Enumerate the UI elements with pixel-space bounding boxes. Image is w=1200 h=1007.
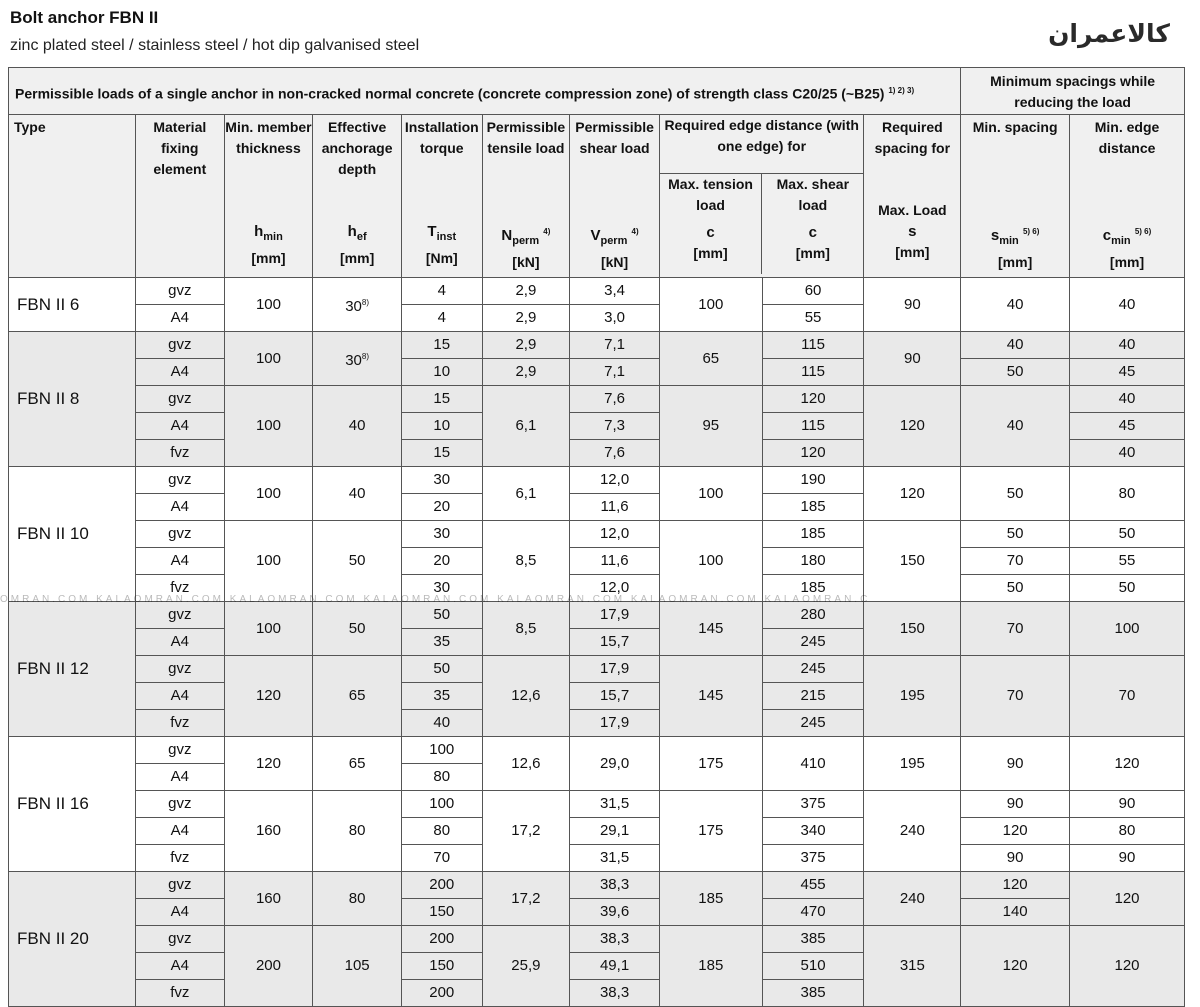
- min-edge-cell: 40: [1070, 332, 1185, 359]
- header-edge-shear: Max. shear load c [mm]: [762, 173, 863, 274]
- torque-cell: 20: [401, 494, 482, 521]
- min-spacing-cell: 50: [961, 467, 1070, 521]
- material-cell: gvz: [135, 386, 224, 413]
- table-row: [9, 872, 1185, 899]
- material-cell: gvz: [135, 926, 224, 953]
- shear-cell: 17,9: [570, 656, 660, 683]
- torque-cell: 30: [401, 575, 482, 602]
- torque-cell: 150: [401, 953, 482, 980]
- min-edge-cell: 90: [1070, 845, 1185, 872]
- edge-tension-cell: 145: [659, 656, 762, 737]
- torque-cell: 40: [401, 710, 482, 737]
- edge-shear-cell: 115: [762, 332, 864, 359]
- hmin-cell: 100: [224, 278, 313, 332]
- min-spacing-cell: 120: [961, 926, 1070, 1007]
- material-cell: gvz: [135, 656, 224, 683]
- hef-cell: 50: [313, 521, 402, 602]
- hmin-cell: 120: [224, 656, 313, 737]
- table-row: [9, 359, 1185, 386]
- min-edge-cell: 70: [1070, 656, 1185, 737]
- min-spacing-cell: 120: [961, 872, 1070, 899]
- edge-tension-cell: 185: [659, 926, 762, 1007]
- edge-shear-cell: 455: [762, 872, 864, 899]
- edge-tension-cell: 100: [659, 521, 762, 602]
- edge-tension-cell: 65: [659, 332, 762, 386]
- torque-cell: 15: [401, 332, 482, 359]
- min-edge-cell: 120: [1070, 926, 1185, 1007]
- torque-cell: 100: [401, 791, 482, 818]
- shear-cell: 15,7: [570, 629, 660, 656]
- tensile-cell: 12,6: [482, 656, 570, 737]
- edge-shear-cell: 120: [762, 440, 864, 467]
- shear-cell: 29,1: [570, 818, 660, 845]
- shear-cell: 31,5: [570, 845, 660, 872]
- shear-cell: 3,4: [570, 278, 660, 305]
- min-edge-cell: 40: [1070, 278, 1185, 332]
- edge-shear-cell: 215: [762, 683, 864, 710]
- tensile-cell: 6,1: [482, 386, 570, 467]
- material-cell: A4: [135, 548, 224, 575]
- header-edge-tension: Max. tension load c [mm]: [660, 173, 762, 274]
- tensile-cell: 25,9: [482, 926, 570, 1007]
- table-caption: Permissible loads of a single anchor in non-cracked normal concrete (concrete compression zone) of strength class C20/25 (~B25) $^{1) 2) 3)}$: [9, 68, 961, 115]
- table-row: [9, 737, 1185, 764]
- edge-shear-cell: 470: [762, 899, 864, 926]
- material-cell: gvz: [135, 521, 224, 548]
- shear-cell: 12,0: [570, 575, 660, 602]
- min-edge-cell: 120: [1070, 737, 1185, 791]
- hef-cell: 65: [313, 656, 402, 737]
- material-cell: gvz: [135, 332, 224, 359]
- hef-cell: 65: [313, 737, 402, 791]
- hef-cell: 80: [313, 791, 402, 872]
- tensile-cell: 2,9: [482, 332, 570, 359]
- spacing-cell: 90: [864, 332, 961, 386]
- torque-cell: 4: [401, 305, 482, 332]
- torque-cell: 50: [401, 602, 482, 629]
- edge-tension-cell: 145: [659, 602, 762, 656]
- type-fbn20: FBN II 20: [9, 872, 136, 1007]
- hmin-cell: 100: [224, 521, 313, 602]
- material-cell: fvz: [135, 980, 224, 1007]
- header-min-spacing: Min. spacing $s_{min}$ $^{5) 6)}$ [mm]: [961, 115, 1070, 278]
- spacing-cell: 150: [864, 521, 961, 602]
- edge-shear-cell: 385: [762, 926, 864, 953]
- edge-shear-cell: 375: [762, 845, 864, 872]
- edge-shear-cell: 190: [762, 467, 864, 494]
- shear-cell: 39,6: [570, 899, 660, 926]
- brand-logo: [1038, 16, 1180, 50]
- torque-cell: 150: [401, 899, 482, 926]
- material-cell: fvz: [135, 440, 224, 467]
- edge-shear-cell: 120: [762, 386, 864, 413]
- header-eff-depth: Effective anchorage depth $h_{ef}$ [mm]: [313, 115, 402, 278]
- hef-cell: 105: [313, 926, 402, 1007]
- spacing-cell: 195: [864, 656, 961, 737]
- material-cell: fvz: [135, 575, 224, 602]
- torque-cell: 10: [401, 413, 482, 440]
- shear-cell: 38,3: [570, 872, 660, 899]
- table-row: [9, 548, 1185, 575]
- edge-shear-cell: 180: [762, 548, 864, 575]
- type-fbn8: FBN II 8: [9, 332, 136, 467]
- edge-shear-cell: 510: [762, 953, 864, 980]
- edge-shear-cell: 385: [762, 980, 864, 1007]
- hef-cell: 40: [313, 467, 402, 521]
- hef-cell: 40: [313, 386, 402, 467]
- hmin-cell: 100: [224, 332, 313, 386]
- edge-shear-cell: 245: [762, 656, 864, 683]
- tensile-cell: 2,9: [482, 359, 570, 386]
- shear-cell: 17,9: [570, 602, 660, 629]
- torque-cell: 35: [401, 629, 482, 656]
- edge-shear-cell: 375: [762, 791, 864, 818]
- hmin-cell: 120: [224, 737, 313, 791]
- min-spacing-cell: 90: [961, 845, 1070, 872]
- min-spacing-cell: 40: [961, 332, 1070, 359]
- min-spacing-cell: 120: [961, 818, 1070, 845]
- torque-cell: 10: [401, 359, 482, 386]
- header-material: Material fixing element: [135, 115, 224, 278]
- table-row: [9, 791, 1185, 818]
- edge-shear-cell: 245: [762, 710, 864, 737]
- min-edge-cell: 40: [1070, 440, 1185, 467]
- material-cell: gvz: [135, 602, 224, 629]
- load-table: [8, 67, 1185, 1007]
- min-spacing-cell: 90: [961, 791, 1070, 818]
- spacing-cell: 240: [864, 872, 961, 926]
- min-spacing-cell: 90: [961, 737, 1070, 791]
- min-spacings-header: Minimum spacings while reducing the load: [961, 68, 1185, 115]
- torque-cell: 15: [401, 386, 482, 413]
- edge-shear-cell: 340: [762, 818, 864, 845]
- shear-cell: 15,7: [570, 683, 660, 710]
- hef-cell: 80: [313, 872, 402, 926]
- tensile-cell: 17,2: [482, 791, 570, 872]
- hmin-cell: 160: [224, 791, 313, 872]
- shear-cell: 49,1: [570, 953, 660, 980]
- edge-tension-cell: 175: [659, 737, 762, 791]
- edge-tension-cell: 185: [659, 872, 762, 926]
- torque-cell: 35: [401, 683, 482, 710]
- min-edge-cell: 45: [1070, 359, 1185, 386]
- type-fbn16: FBN II 16: [9, 737, 136, 872]
- hmin-cell: 160: [224, 872, 313, 926]
- min-spacing-cell: 70: [961, 548, 1070, 575]
- header-min-member: Min. member thickness $h_{min}$ [mm]: [224, 115, 313, 278]
- torque-cell: 20: [401, 548, 482, 575]
- header-tensile: Permissible tensile load $N_{perm}$ $^{4)}$ [kN]: [482, 115, 570, 278]
- table-row: [9, 926, 1185, 953]
- table-row: [9, 332, 1185, 359]
- min-spacing-cell: 40: [961, 386, 1070, 467]
- header-spacing-req: Required spacing for Max. Load s [mm]: [864, 115, 961, 278]
- type-fbn12: FBN II 12: [9, 602, 136, 737]
- torque-cell: 80: [401, 764, 482, 791]
- material-cell: A4: [135, 413, 224, 440]
- hmin-cell: 100: [224, 467, 313, 521]
- min-spacing-cell: 50: [961, 359, 1070, 386]
- table-row: [9, 818, 1185, 845]
- header-edge-group: Required edge distance (with one edge) for Max. tension load c [mm] Max. shear load c [mm]: [659, 115, 864, 278]
- spacing-cell: 240: [864, 791, 961, 872]
- min-edge-cell: 50: [1070, 521, 1185, 548]
- min-spacing-cell: 70: [961, 602, 1070, 656]
- torque-cell: 4: [401, 278, 482, 305]
- material-cell: A4: [135, 683, 224, 710]
- table-row: [9, 656, 1185, 683]
- table-row: [9, 521, 1185, 548]
- table-row: [9, 386, 1185, 413]
- edge-tension-cell: 175: [659, 791, 762, 872]
- table-row: [9, 899, 1185, 926]
- edge-shear-cell: 280: [762, 602, 864, 629]
- shear-cell: 38,3: [570, 980, 660, 1007]
- min-edge-cell: 90: [1070, 791, 1185, 818]
- watermark: OMRAN.COM KALAOMRAN.COM KALAOMRAN.COM KALAOMRAN.COM KALAOMRAN.COM KALAOMRAN.COM KALAOMRAN.C: [0, 594, 871, 605]
- material-cell: A4: [135, 764, 224, 791]
- edge-shear-cell: 185: [762, 575, 864, 602]
- table-row: [9, 278, 1185, 305]
- edge-shear-cell: 60: [762, 278, 864, 305]
- material-cell: A4: [135, 899, 224, 926]
- torque-cell: 15: [401, 440, 482, 467]
- material-cell: gvz: [135, 791, 224, 818]
- shear-cell: 11,6: [570, 494, 660, 521]
- shear-cell: 11,6: [570, 548, 660, 575]
- type-fbn10: FBN II 10: [9, 467, 136, 602]
- hef-cell: 30$^{8)}$: [313, 332, 402, 386]
- torque-cell: 50: [401, 656, 482, 683]
- min-spacing-cell: 70: [961, 656, 1070, 737]
- min-edge-cell: 50: [1070, 575, 1185, 602]
- hmin-cell: 100: [224, 386, 313, 467]
- material-cell: A4: [135, 359, 224, 386]
- torque-cell: 200: [401, 872, 482, 899]
- torque-cell: 70: [401, 845, 482, 872]
- torque-cell: 80: [401, 818, 482, 845]
- spacing-cell: 315: [864, 926, 961, 1007]
- min-spacing-cell: 50: [961, 521, 1070, 548]
- min-edge-cell: 100: [1070, 602, 1185, 656]
- edge-shear-cell: 115: [762, 413, 864, 440]
- min-spacing-cell: 40: [961, 278, 1070, 332]
- shear-cell: 38,3: [570, 926, 660, 953]
- material-cell: gvz: [135, 737, 224, 764]
- torque-cell: 100: [401, 737, 482, 764]
- edge-tension-cell: 100: [659, 278, 762, 332]
- edge-shear-cell: 115: [762, 359, 864, 386]
- page-title: Bolt anchor FBN II: [10, 8, 159, 27]
- shear-cell: 17,9: [570, 710, 660, 737]
- shear-cell: 7,1: [570, 332, 660, 359]
- table-row: [9, 575, 1185, 602]
- tensile-cell: 17,2: [482, 872, 570, 926]
- min-spacing-cell: 140: [961, 899, 1070, 926]
- tensile-cell: 2,9: [482, 305, 570, 332]
- tensile-cell: 6,1: [482, 467, 570, 521]
- tensile-cell: 8,5: [482, 602, 570, 656]
- edge-shear-cell: 185: [762, 521, 864, 548]
- header-min-edge: Min. edge distance $c_{min}$ $^{5) 6)}$ [mm]: [1070, 115, 1185, 278]
- type-fbn6: FBN II 6: [9, 278, 136, 332]
- min-edge-cell: 55: [1070, 548, 1185, 575]
- shear-cell: 3,0: [570, 305, 660, 332]
- table-row: [9, 467, 1185, 494]
- torque-cell: 30: [401, 467, 482, 494]
- edge-shear-cell: 185: [762, 494, 864, 521]
- material-cell: A4: [135, 953, 224, 980]
- material-cell: A4: [135, 818, 224, 845]
- shear-cell: 12,0: [570, 467, 660, 494]
- header-torque: Installation torque $T_{inst}$ [Nm]: [401, 115, 482, 278]
- shear-cell: 7,1: [570, 359, 660, 386]
- page-subtitle: zinc plated steel / stainless steel / hot dip galvanised steel: [10, 37, 420, 54]
- material-cell: gvz: [135, 872, 224, 899]
- shear-cell: 12,0: [570, 521, 660, 548]
- edge-shear-cell: 245: [762, 629, 864, 656]
- min-edge-cell: 45: [1070, 413, 1185, 440]
- material-cell: A4: [135, 629, 224, 656]
- material-cell: A4: [135, 494, 224, 521]
- shear-cell: 7,6: [570, 440, 660, 467]
- spacing-cell: 195: [864, 737, 961, 791]
- shear-cell: 31,5: [570, 791, 660, 818]
- material-cell: gvz: [135, 467, 224, 494]
- material-cell: gvz: [135, 278, 224, 305]
- spacing-cell: 120: [864, 386, 961, 467]
- hef-cell: 30$^{8)}$: [313, 278, 402, 332]
- spacing-cell: 120: [864, 467, 961, 521]
- hmin-cell: 200: [224, 926, 313, 1007]
- material-cell: fvz: [135, 845, 224, 872]
- min-edge-cell: 80: [1070, 467, 1185, 521]
- edge-tension-cell: 95: [659, 386, 762, 467]
- tensile-cell: 2,9: [482, 278, 570, 305]
- table-row: [9, 845, 1185, 872]
- edge-shear-cell: 55: [762, 305, 864, 332]
- material-cell: A4: [135, 305, 224, 332]
- hef-cell: 50: [313, 602, 402, 656]
- header-shear: Permissible shear load $V_{perm}$ $^{4)}$ [kN]: [570, 115, 660, 278]
- min-edge-cell: 40: [1070, 386, 1185, 413]
- torque-cell: 200: [401, 926, 482, 953]
- spacing-cell: 150: [864, 602, 961, 656]
- tensile-cell: 8,5: [482, 521, 570, 602]
- tensile-cell: 12,6: [482, 737, 570, 791]
- shear-cell: 7,3: [570, 413, 660, 440]
- torque-cell: 200: [401, 980, 482, 1007]
- min-edge-cell: 120: [1070, 872, 1185, 926]
- table-row: [9, 602, 1185, 629]
- logo-text: کالاعمران: [1048, 18, 1170, 48]
- hmin-cell: 100: [224, 602, 313, 656]
- edge-shear-cell: 410: [762, 737, 864, 791]
- min-spacing-cell: 50: [961, 575, 1070, 602]
- shear-cell: 29,0: [570, 737, 660, 791]
- spacing-cell: 90: [864, 278, 961, 332]
- header-type: Type: [9, 115, 136, 278]
- torque-cell: 30: [401, 521, 482, 548]
- min-edge-cell: 80: [1070, 818, 1185, 845]
- shear-cell: 7,6: [570, 386, 660, 413]
- material-cell: fvz: [135, 710, 224, 737]
- edge-tension-cell: 100: [659, 467, 762, 521]
